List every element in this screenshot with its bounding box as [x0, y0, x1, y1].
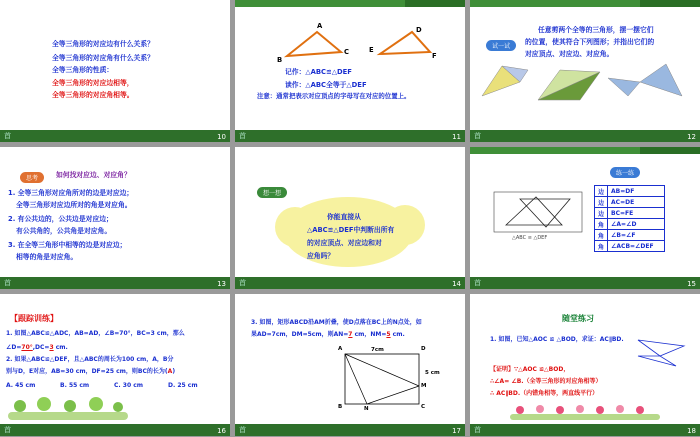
- text-line: 1. 全等三角形对应角所对的边是对应边；: [8, 189, 134, 197]
- home-label[interactable]: 首: [474, 426, 481, 434]
- vertex-label: F: [432, 52, 437, 60]
- text-line: 别与D，E对应，AB=30 cm，DF=25 cm，则BC的长为(A): [6, 368, 176, 375]
- slide-footer: [470, 424, 700, 436]
- text-line: 【证明】∵△AOC ≌△BOD，: [490, 366, 570, 373]
- text-line: 你能直接从: [327, 213, 361, 221]
- text-line: 应角吗？: [307, 252, 335, 260]
- slide-footer: [470, 130, 700, 142]
- vertex-label: E: [369, 46, 374, 54]
- table-row: 角 ∠ACB=∠DEF: [595, 241, 665, 252]
- text-line: ∠D=70°,DC=3 cm.: [6, 344, 68, 351]
- text-line: 全等三角形的性质：: [52, 66, 114, 74]
- slide-number: 17: [452, 427, 461, 435]
- home-label[interactable]: 首: [4, 279, 11, 287]
- table-row: 边 BC=FE: [595, 208, 665, 219]
- vertex-label: C: [344, 48, 349, 56]
- slide-number: 13: [217, 280, 226, 288]
- vertex-label: N: [364, 406, 369, 412]
- text-line: 对应顶点、对应边、对应角。: [525, 50, 614, 58]
- thought-cloud: [385, 205, 425, 245]
- vertex-label: C: [421, 404, 426, 410]
- rectangle-figure: [235, 294, 465, 436]
- home-label[interactable]: 首: [239, 132, 246, 140]
- triangles-figure: [470, 147, 700, 289]
- vertex-label: D: [421, 346, 426, 352]
- text-line: 果AD=7cm，DM=5cm，则AN=7 cm，NM=5 cm.: [251, 331, 405, 338]
- text-line: 全等三角形的对应边相等，: [52, 79, 134, 87]
- slide-footer: [235, 424, 465, 436]
- vertex-label: A: [317, 22, 323, 30]
- vertex-label: B: [338, 404, 343, 410]
- table-row: 边 AB=DF: [595, 186, 665, 197]
- slide-number: 11: [452, 133, 461, 141]
- table-row: 边 AC=DE: [595, 197, 665, 208]
- option-a[interactable]: A. 45 cm: [6, 382, 36, 389]
- option-c[interactable]: C. 30 cm: [114, 382, 144, 389]
- text-line: 全等三角形的对应边有什么关系？: [52, 40, 154, 48]
- text-line: ∴∠A= ∠B.（全等三角形的对应角相等）: [490, 378, 602, 385]
- section-badge: 试一试: [486, 40, 516, 51]
- table-row: 角 ∠A=∠D: [595, 219, 665, 230]
- text-line: 1. 如图△ABC≌△ADC，AB=AD，∠B=70°，BC=3 cm，那么: [6, 330, 185, 337]
- section-badge: 练一练: [610, 167, 640, 178]
- option-d[interactable]: D. 25 cm: [168, 382, 198, 389]
- text-line: 全等三角形的对应角有什么关系？: [52, 54, 154, 62]
- length-label: 5 cm: [425, 370, 440, 376]
- correspondence-table: [594, 185, 665, 252]
- slide-title: 随堂练习: [562, 314, 594, 323]
- home-label[interactable]: 首: [4, 132, 11, 140]
- home-label[interactable]: 首: [239, 426, 246, 434]
- slide-12[interactable]: [470, 0, 700, 142]
- slide-17[interactable]: [235, 294, 465, 436]
- home-label[interactable]: 首: [4, 426, 11, 434]
- text-line: 3. 在全等三角形中相等的边是对应边；: [8, 241, 127, 249]
- text-line: ∴ AC∥BD.（内错角相等，两直线平行）: [490, 390, 599, 397]
- slide-18[interactable]: [470, 294, 700, 436]
- slide-number: 15: [687, 280, 696, 288]
- slide-title: 【跟踪训练】: [10, 314, 58, 323]
- figure-caption: △ABC ≌ △DEF: [512, 235, 548, 241]
- slide-number: 16: [217, 427, 226, 435]
- text-line: 3. 如图，矩形ABCD沿AM折叠，使D点落在BC上的N点处，如: [251, 319, 422, 326]
- text-line: 的对应顶点、对应边和对: [307, 239, 382, 247]
- slide-footer: [0, 424, 230, 436]
- text-line: 2. 如果△ABC≌△DEF，且△ABC的周长为100 cm，A，B分: [6, 356, 174, 363]
- vertex-label: D: [416, 26, 422, 34]
- vertex-label: A: [338, 346, 343, 352]
- slide-footer: [470, 277, 700, 289]
- vertex-label: B: [277, 56, 283, 64]
- text-line: 2. 有公共边的，公共边是对应边；: [8, 215, 113, 223]
- length-label: 7cm: [371, 347, 384, 353]
- text-line: 全等三角形对应边所对的角是对应角。: [16, 201, 132, 209]
- vertex-label: M: [421, 383, 427, 389]
- section-badge: 想一想: [257, 187, 287, 198]
- slide-title: 如何找对应边、对应角？: [56, 171, 131, 179]
- home-label[interactable]: 首: [474, 132, 481, 140]
- slide-footer: [235, 277, 465, 289]
- text-line: 相等的角是对应角。: [16, 253, 78, 261]
- text-line: 有公共角的，公共角是对应角。: [16, 227, 112, 235]
- home-label[interactable]: 首: [474, 279, 481, 287]
- slide-number: 14: [452, 280, 461, 288]
- slide-footer: [235, 130, 465, 142]
- home-label[interactable]: 首: [239, 279, 246, 287]
- slide-number: 18: [687, 427, 696, 435]
- section-badge: 思考: [20, 172, 44, 183]
- slide-number: 10: [217, 133, 226, 141]
- grass-decoration: [0, 294, 230, 436]
- slide-16[interactable]: [0, 294, 230, 436]
- slide-footer: [0, 277, 230, 289]
- text-line: 1. 如图，已知△AOC ≌ △BOD，求证：AC∥BD.: [490, 336, 624, 343]
- slide-13[interactable]: [0, 147, 230, 289]
- table-row: 角 ∠B=∠F: [595, 230, 665, 241]
- text-line: △ABC≌△DEF中判断出所有: [307, 226, 395, 234]
- text-line: 任意剪两个全等的三角形，摆一摆它们: [538, 26, 654, 34]
- slide-14[interactable]: [235, 147, 465, 289]
- slide-number: 12: [687, 133, 696, 141]
- text-line: 全等三角形的对应角相等。: [52, 91, 134, 99]
- slide-10[interactable]: [0, 0, 230, 142]
- slide-11[interactable]: [235, 0, 465, 142]
- slide-footer: [0, 130, 230, 142]
- shapes-figure: [470, 0, 700, 142]
- text-line: 记作：△ABC≌△DEF: [285, 68, 352, 76]
- text-line: 读作：△ABC全等于△DEF: [285, 81, 367, 89]
- slide-15[interactable]: [470, 147, 700, 289]
- option-b[interactable]: B. 55 cm: [60, 382, 90, 389]
- text-line: 的位置，使其符合下列图形；并指出它们的: [525, 38, 655, 46]
- flower-decoration: [470, 294, 700, 436]
- text-line: 注意：通常把表示对应顶点的字母写在对应的位置上。: [257, 92, 411, 100]
